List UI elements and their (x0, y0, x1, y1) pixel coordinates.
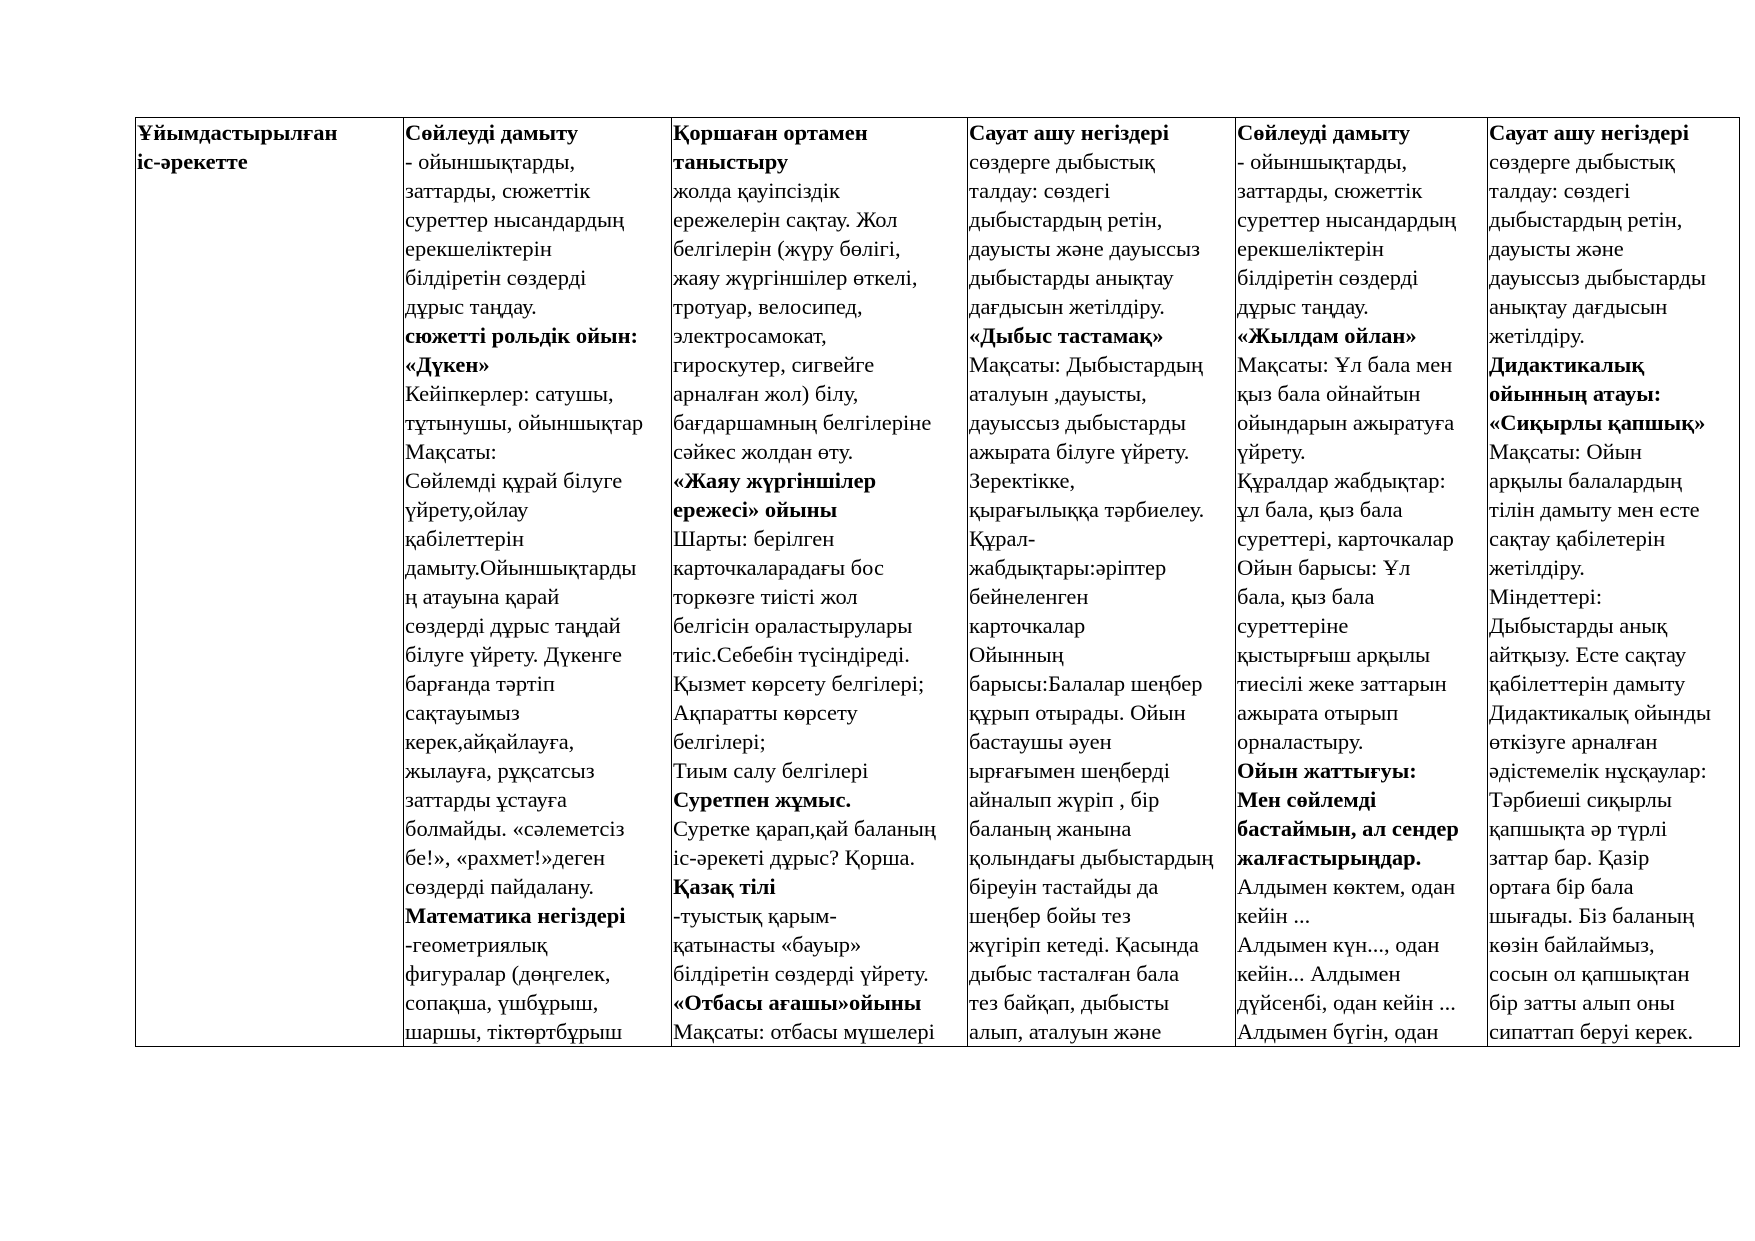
cell-text-line: орналастыру. (1237, 729, 1364, 754)
cell-text-line: қыз бала ойнайтын (1237, 381, 1421, 406)
cell-text-line: дыбыстардың ретін, (1489, 207, 1683, 232)
cell-text-line: сөздерге дыбыстық (1489, 149, 1675, 174)
cell-text-line: айтқызу. Есте сақтау (1489, 642, 1687, 667)
cell-text-line: Мақсаты: отбасы мүшелері (673, 1019, 935, 1044)
cell-text-line: бе!», «рахмет!»деген (405, 845, 606, 870)
cell-text-line: ажырата отырып (1237, 700, 1399, 725)
cell-text-line: «Дүкен» (405, 352, 490, 377)
cell-text-line: таныстыру (673, 149, 789, 174)
cell-text-line: Қоршаған ортамен (673, 120, 868, 145)
table-cell-day-3 (968, 118, 1236, 1047)
cell-text-line: сәйкес жолдан өту. (673, 439, 854, 464)
cell-text-line: ерекшеліктерін (1237, 236, 1384, 261)
cell-text-line: суреттер нысандардың (1237, 207, 1457, 232)
cell-text-line: аталуын ,дауысты, (969, 381, 1147, 406)
cell-text-line: талдау: сөздегі (1489, 178, 1631, 203)
schedule-table (135, 117, 1740, 1047)
cell-text-line: дауыссыз дыбыстарды (1489, 265, 1706, 290)
cell-text-line: тиесілі жеке заттарын (1237, 671, 1447, 696)
cell-text-line: суреттер нысандардың (405, 207, 625, 232)
cell-text-line: Құралдар жабдықтар: (1237, 468, 1446, 493)
cell-text-line: белгілері; (673, 729, 766, 754)
cell-text-line: Алдымен бүгін, одан (1237, 1019, 1439, 1044)
cell-text-line: бағдаршамның белгілеріне (673, 410, 932, 435)
cell-text-line: ойындарын ажыратуға (1237, 410, 1455, 435)
cell-text-line: тиіс.Себебін түсіндіреді. (673, 642, 910, 667)
cell-text-line: барғанда тәртіп (405, 671, 555, 696)
cell-text-line: сөздерге дыбыстық (969, 149, 1155, 174)
cell-text-line: «Жылдам ойлан» (1237, 323, 1417, 348)
cell-text-line: ережесі» ойыны (673, 497, 838, 522)
cell-text-line: Суретпен жұмыс. (673, 787, 852, 812)
cell-text-line: тұтынушы, ойыншықтар (405, 410, 644, 435)
cell-text-line: жолда қауіпсіздік (673, 178, 840, 203)
cell-text-line: Кейіпкерлер: сатушы, (405, 381, 614, 406)
cell-text-line: «Отбасы ағашы»ойыны (673, 990, 922, 1015)
cell-text-line: сөздерді пайдалану. (405, 874, 595, 899)
table-cell-activity-type (136, 118, 404, 1047)
cell-text-line: Тиым салу белгілері (673, 758, 869, 783)
cell-text-line: қапшықта әр түрлі (1489, 816, 1668, 841)
cell-text-line: Сөйлеуді дамыту (405, 120, 579, 145)
cell-text-line: шығады. Біз баланың (1489, 903, 1695, 928)
cell-text-line: арқылы балалардың (1489, 468, 1683, 493)
cell-text-line: жетілдіру. (1489, 323, 1585, 348)
cell-text-line: Міндеттері: (1489, 584, 1603, 609)
cell-text-line: Ойын жаттығуы: (1237, 758, 1417, 783)
cell-text-line: - ойыншықтарды, (1237, 149, 1408, 174)
cell-text-line: әдістемелік нұсқаулар: (1489, 758, 1707, 783)
cell-text-line: бір затты алып оны (1489, 990, 1675, 1015)
cell-text-line: дамыту.Ойыншықтарды (405, 555, 637, 580)
cell-text-line: ң атауына қарай (405, 584, 560, 609)
cell-text-line: баланың жанына (969, 816, 1132, 841)
cell-text-line: білуге үйрету. Дүкенге (405, 642, 622, 667)
cell-text-line: қабілеттерін дамыту (1489, 671, 1686, 696)
cell-text-line: Шарты: берілген (673, 526, 835, 551)
cell-text-line: қабілеттерін (405, 526, 525, 551)
cell-text-line: Суретке қарап,қай баланың (673, 816, 936, 841)
cell-text-line: дыбыс тасталған бала (969, 961, 1180, 986)
cell-text-line: сосын ол қапшықтан (1489, 961, 1690, 986)
cell-text-line: заттарды ұстауға (405, 787, 568, 812)
cell-text-line: Мақсаты: (405, 439, 497, 464)
cell-text-line: сақтауымыз (405, 700, 520, 725)
cell-text-line: заттарды, сюжеттік (405, 178, 591, 203)
cell-text-line: «Дыбыс тастамақ» (969, 323, 1164, 348)
cell-text-line: Құрал- (969, 526, 1036, 551)
cell-text-line: карточкаларадағы бос (673, 555, 884, 580)
cell-text-line: Сөйлеуді дамыту (1237, 120, 1411, 145)
table-cell-day-2 (672, 118, 968, 1047)
cell-text-line: тілін дамыту мен есте (1489, 497, 1700, 522)
cell-text-line: ұл бала, қыз бала (1237, 497, 1403, 522)
cell-text-line: Ойынның (969, 642, 1064, 667)
cell-text-line: қырағылыққа тәрбиелеу. (969, 497, 1205, 522)
table-cell-day-5 (1488, 118, 1740, 1047)
cell-text-line: Зеректікке, (969, 468, 1076, 493)
cell-text-line: жалғастырыңдар. (1237, 845, 1422, 870)
cell-text-line: жылауға, рұқсатсыз (405, 758, 595, 783)
cell-text-line: Қызмет көрсету белгілері; (673, 671, 925, 696)
cell-text-line: -геометриялық (405, 932, 548, 957)
cell-text-line: бастаймын, ал сендер (1237, 816, 1459, 841)
cell-text-line: қатынасты «бауыр» (673, 932, 862, 957)
cell-text-line: заттар бар. Қазір (1489, 845, 1650, 870)
cell-text-line: жабдықтары:әріптер (969, 555, 1167, 580)
cell-text-line: дүйсенбі, одан кейін ... (1237, 990, 1456, 1015)
cell-text-line: Мақсаты: Ойын (1489, 439, 1642, 464)
cell-text-line: жетілдіру. (1489, 555, 1585, 580)
cell-text-line: ортаға бір бала (1489, 874, 1634, 899)
cell-text-line: дыбыстарды анықтау (969, 265, 1174, 290)
cell-text-line: арналған жол) білу, (673, 381, 859, 406)
cell-text-line: Алдымен күн..., одан (1237, 932, 1440, 957)
cell-text-line: - ойыншықтарды, (405, 149, 576, 174)
cell-text-line: белгісін ораластырулары (673, 613, 913, 638)
cell-text-line: Қазақ тілі (673, 874, 776, 899)
table-cell-day-1 (404, 118, 672, 1047)
cell-text-line: бастаушы әуен (969, 729, 1112, 754)
cell-text-line: Ойын барысы: Ұл (1237, 555, 1411, 580)
cell-text-line: белгілерін (жүру бөлігі, (673, 236, 901, 261)
cell-text-line: Дыбыстарды анық (1489, 613, 1668, 638)
cell-text-line: ойынның атауы: (1489, 381, 1662, 406)
cell-text-line: дұрыс таңдау. (405, 294, 537, 319)
cell-text-line: ерекшеліктерін (405, 236, 552, 261)
cell-text-line: құрып отырады. Ойын (969, 700, 1186, 725)
cell-text-line: суреттеріне (1237, 613, 1349, 638)
cell-text-line: біреуін тастайды да (969, 874, 1159, 899)
cell-text-line: кейін... Алдымен (1237, 961, 1401, 986)
cell-text-line: Сауат ашу негіздері (1489, 120, 1689, 145)
cell-text-line: болмайды. «сәлеметсіз (405, 816, 625, 841)
cell-text-line: анықтау дағдысын (1489, 294, 1668, 319)
cell-text-line: электросамокат, (673, 323, 827, 348)
cell-text-line: -туыстық қарым- (673, 903, 837, 928)
cell-text-line: заттарды, сюжеттік (1237, 178, 1423, 203)
cell-text-line: ажырата білуге үйрету. (969, 439, 1190, 464)
cell-text-line: Ұйымдастырылған (137, 120, 338, 145)
cell-text-line: жүгіріп кетеді. Қасында (969, 932, 1199, 957)
cell-text-line: Тәрбиеші сиқырлы (1489, 787, 1673, 812)
cell-text-line: суреттері, карточкалар (1237, 526, 1454, 551)
cell-text-line: талдау: сөздегі (969, 178, 1111, 203)
cell-text-line: қолындағы дыбыстардың (969, 845, 1214, 870)
cell-text-line: сөздерді дұрыс таңдай (405, 613, 621, 638)
cell-text-line: карточкалар (969, 613, 1086, 638)
cell-text-line: Математика негіздері (405, 903, 626, 928)
cell-text-line: тез байқап, дыбысты (969, 990, 1170, 1015)
cell-text-line: бейнеленген (969, 584, 1089, 609)
cell-text-line: дыбыстардың ретін, (969, 207, 1163, 232)
cell-text-line: қыстырғыш арқылы (1237, 642, 1431, 667)
cell-text-line: айналып жүріп , бір (969, 787, 1160, 812)
cell-text-line: торкөзге тиісті жол (673, 584, 858, 609)
cell-text-line: Дидактикалық ойынды (1489, 700, 1712, 725)
cell-text-line: іс-әрекеті дұрыс? Қорша. (673, 845, 916, 870)
cell-text-line: дауысты және (1489, 236, 1624, 261)
cell-text-line: Мен сөйлемді (1237, 787, 1377, 812)
cell-text-line: ырғағымен шеңберді (969, 758, 1170, 783)
cell-text-line: дауыссыз дыбыстарды (969, 410, 1186, 435)
cell-text-line: дұрыс таңдау. (1237, 294, 1369, 319)
cell-text-line: сипаттап беруі керек. (1489, 1019, 1694, 1044)
cell-text-line: гироскутер, сигвейге (673, 352, 875, 377)
cell-text-line: шеңбер бойы тез (969, 903, 1131, 928)
cell-text-line: барысы:Балалар шеңбер (969, 671, 1203, 696)
table-row (136, 118, 1740, 1047)
cell-text-line: фигуралар (дөңгелек, (405, 961, 611, 986)
cell-text-line: Мақсаты: Дыбыстардың (969, 352, 1204, 377)
cell-text-line: Сөйлемді құрай білуге (405, 468, 623, 493)
cell-text-line: үйрету. (1237, 439, 1306, 464)
cell-text-line: керек,айқайлауға, (405, 729, 575, 754)
cell-text-line: шаршы, тіктөртбұрыш (405, 1019, 623, 1044)
cell-text-line: білдіретін сөздерді үйрету. (673, 961, 929, 986)
cell-text-line: білдіретін сөздерді (1237, 265, 1419, 290)
cell-text-line: іс-әрекетте (137, 149, 248, 174)
cell-text-line: кейін ... (1237, 903, 1311, 928)
cell-text-line: Ақпаратты көрсету (673, 700, 858, 725)
cell-text-line: көзін байлаймыз, (1489, 932, 1655, 957)
cell-text-line: Мақсаты: Ұл бала мен (1237, 352, 1453, 377)
cell-text-line: жаяу жүргіншілер өткелі, (673, 265, 918, 290)
table-cell-day-4 (1236, 118, 1488, 1047)
cell-text-line: тротуар, велосипед, (673, 294, 863, 319)
cell-text-line: Дидактикалық (1489, 352, 1645, 377)
cell-text-line: Сауат ашу негіздері (969, 120, 1169, 145)
cell-text-line: дағдысын жетілдіру. (969, 294, 1165, 319)
cell-text-line: өткізуге арналған (1489, 729, 1658, 754)
cell-text-line: сопақша, үшбұрыш, (405, 990, 599, 1015)
cell-text-line: сюжетті рольдік ойын: (405, 323, 639, 348)
cell-text-line: «Жаяу жүргіншілер (673, 468, 877, 493)
cell-text-line: «Сиқырлы қапшық» (1489, 410, 1706, 435)
cell-text-line: үйрету,ойлау (405, 497, 529, 522)
cell-text-line: Алдымен көктем, одан (1237, 874, 1456, 899)
cell-text-line: ережелерін сақтау. Жол (673, 207, 898, 232)
cell-text-line: алып, аталуын және (969, 1019, 1162, 1044)
cell-text-line: білдіретін сөздерді (405, 265, 587, 290)
cell-text-line: сақтау қабілетерін (1489, 526, 1666, 551)
cell-text-line: бала, қыз бала (1237, 584, 1375, 609)
cell-text-line: дауысты және дауыссыз (969, 236, 1201, 261)
